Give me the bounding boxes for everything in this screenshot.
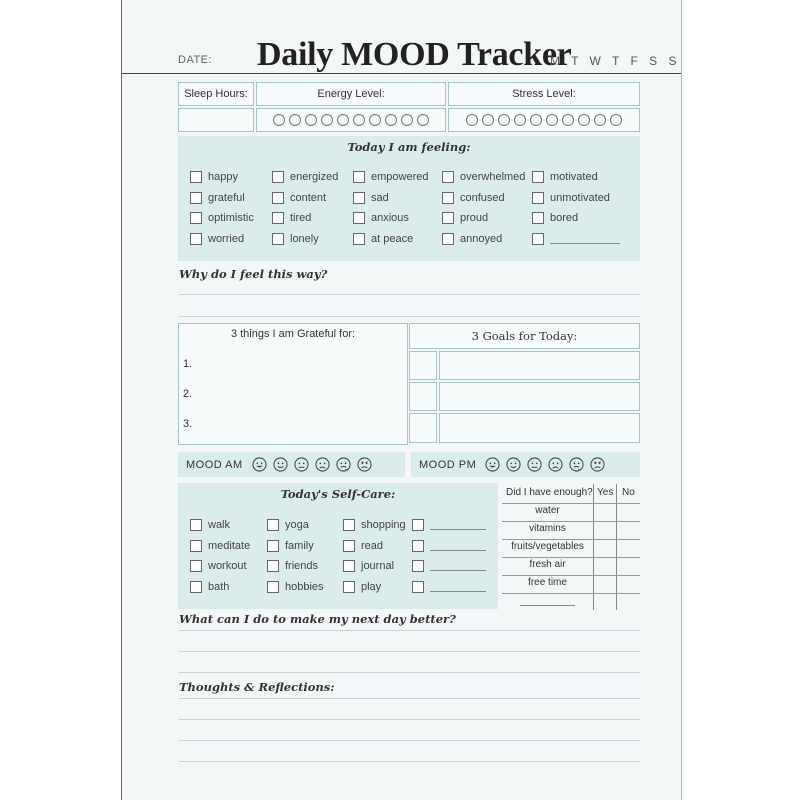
feeling-option-proud[interactable] [442, 212, 488, 224]
wink-face-icon[interactable] [336, 457, 351, 472]
checkbox-icon[interactable] [532, 233, 544, 245]
stress-level-rating[interactable] [448, 108, 640, 132]
enough-row-label: fresh air [529, 559, 566, 570]
checkbox-icon[interactable] [267, 560, 279, 572]
checkbox-icon[interactable] [353, 233, 365, 245]
checkbox-label: shopping [361, 519, 406, 531]
checkbox-icon[interactable] [412, 581, 424, 593]
checkbox-icon[interactable] [343, 540, 355, 552]
checkbox-icon[interactable] [272, 212, 284, 224]
checkbox-label: happy [208, 171, 238, 183]
enough-row-label: free time [528, 577, 567, 588]
angry-face-icon[interactable] [590, 457, 605, 472]
stress-level-label-box [448, 82, 640, 106]
checkbox-label: meditate [208, 539, 251, 552]
blank-write-in-line[interactable] [430, 561, 486, 571]
feeling-option-worried[interactable] [190, 233, 244, 245]
checkbox-label: bored [550, 212, 579, 224]
feeling-option-overwhelmed[interactable] [442, 171, 525, 183]
checkbox-label: grateful [208, 191, 245, 204]
selfcare-option-yoga[interactable] [267, 519, 309, 531]
rating-circle-4[interactable] [321, 114, 333, 126]
rating-circle-2[interactable] [289, 114, 301, 126]
energy-level-label-box [256, 82, 446, 106]
enough-yes-cell[interactable] [594, 522, 615, 539]
feeling-option-optimistic[interactable] [190, 212, 254, 224]
checkbox-icon[interactable] [190, 519, 202, 531]
selfcare-option-shopping[interactable] [343, 519, 406, 531]
sleep-hours-label-box [178, 82, 254, 106]
blank-write-in-line[interactable] [430, 541, 486, 551]
better-title: What can I do to make my next day better? [179, 612, 456, 626]
checkbox-icon[interactable] [190, 192, 202, 204]
feeling-option-confused[interactable] [442, 192, 505, 204]
happy-face-icon[interactable] [252, 457, 267, 472]
enough-yes-cell[interactable] [594, 576, 615, 593]
grateful-box [178, 323, 408, 445]
better-line-3[interactable] [179, 672, 640, 673]
checkbox-label: workout [208, 560, 247, 572]
rating-circle-9[interactable] [401, 114, 413, 126]
rating-circle-10[interactable] [610, 114, 622, 126]
goal-3-field[interactable] [439, 413, 640, 443]
selfcare-option-friends[interactable] [267, 560, 318, 572]
checkbox-label: annoyed [460, 232, 503, 245]
checkbox-label: at peace [371, 232, 414, 245]
checkbox-icon[interactable] [412, 540, 424, 552]
selfcare-option-custom[interactable] [412, 519, 486, 531]
date-label: DATE: [178, 54, 213, 66]
rating-circle-5[interactable] [337, 114, 349, 126]
checkbox-label: confused [460, 191, 505, 204]
feeling-panel [178, 136, 640, 261]
enough-yes-header: Yes [597, 487, 614, 498]
blank-write-in-line[interactable] [550, 234, 620, 244]
selfcare-option-custom[interactable] [412, 540, 486, 552]
rating-circle-7[interactable] [562, 114, 574, 126]
grateful-title: 3 things I am Grateful for: [230, 328, 356, 340]
checkbox-icon[interactable] [190, 540, 202, 552]
selfcare-option-journal[interactable] [343, 560, 394, 572]
feeling-option-sad[interactable] [353, 192, 389, 204]
checkbox-icon[interactable] [442, 171, 454, 183]
blank-write-in-line[interactable] [430, 520, 486, 530]
rating-circle-6[interactable] [546, 114, 558, 126]
selfcare-option-meditate[interactable] [190, 540, 250, 552]
energy-level-label: Energy Level: [317, 88, 385, 100]
smile-face-icon[interactable] [273, 457, 288, 472]
feeling-option-empowered[interactable] [353, 171, 428, 183]
enough-yes-cell[interactable] [594, 558, 615, 575]
rating-circle-1[interactable] [273, 114, 285, 126]
blank-write-in-line[interactable] [520, 595, 575, 606]
checkbox-icon[interactable] [343, 560, 355, 572]
sleep-hours-input[interactable] [178, 108, 254, 132]
checkbox-icon[interactable] [442, 212, 454, 224]
rating-circle-9[interactable] [594, 114, 606, 126]
feeling-option-bored[interactable] [532, 212, 578, 224]
rating-circle-3[interactable] [305, 114, 317, 126]
goals-title: 3 Goals for Today: [471, 329, 578, 343]
selfcare-option-bath[interactable] [190, 581, 229, 593]
rating-circle-6[interactable] [353, 114, 365, 126]
enough-row-label: fruits/vegetables [511, 541, 584, 552]
why-title: Why do I feel this way? [179, 267, 328, 281]
angry-face-icon[interactable] [357, 457, 372, 472]
feeling-option-grateful[interactable] [190, 192, 245, 204]
selfcare-title: Today's Self-Care: [280, 487, 396, 501]
checkbox-icon[interactable] [190, 581, 202, 593]
feeling-option-motivated[interactable] [532, 171, 598, 183]
thoughts-line-1[interactable] [179, 698, 640, 699]
feeling-option-energized[interactable] [272, 171, 338, 183]
rating-circle-7[interactable] [369, 114, 381, 126]
feeling-option-tired[interactable] [272, 212, 311, 224]
rating-circle-10[interactable] [417, 114, 429, 126]
feeling-option-unmotivated[interactable] [532, 192, 610, 204]
grateful-item-1[interactable]: 1. [183, 358, 193, 370]
checkbox-label: unmotivated [550, 191, 610, 204]
enough-no-cell[interactable] [617, 558, 639, 575]
checkbox-label: anxious [371, 212, 409, 224]
checkbox-label: tired [290, 212, 312, 224]
checkbox-label: content [290, 191, 327, 204]
enough-row-label: vitamins [529, 523, 566, 534]
stress-level-label: Stress Level: [512, 88, 576, 100]
checkbox-icon[interactable] [272, 233, 284, 245]
selfcare-option-custom[interactable] [412, 560, 486, 572]
checkbox-icon[interactable] [353, 171, 365, 183]
selfcare-option-family[interactable] [267, 540, 314, 552]
checkbox-label: yoga [285, 519, 309, 531]
enough-header: Did I have enough? [506, 487, 593, 498]
rating-circle-8[interactable] [385, 114, 397, 126]
checkbox-icon[interactable] [353, 212, 365, 224]
enough-no-cell[interactable] [617, 576, 639, 593]
goal-1-checkbox[interactable] [409, 351, 437, 380]
checkbox-icon[interactable] [272, 192, 284, 204]
enough-no-cell[interactable] [617, 540, 639, 557]
checkbox-icon[interactable] [532, 212, 544, 224]
checkbox-label: empowered [371, 171, 429, 183]
checkbox-label: motivated [550, 171, 598, 183]
checkbox-icon[interactable] [343, 519, 355, 531]
checkbox-label: optimistic [208, 212, 254, 224]
thoughts-line-3[interactable] [179, 740, 640, 741]
feeling-option-content[interactable] [272, 192, 326, 204]
blank-write-in-line[interactable] [430, 582, 486, 592]
checkbox-icon[interactable] [190, 560, 202, 572]
checkbox-label: journal [361, 560, 395, 572]
feeling-option-anxious[interactable] [353, 212, 409, 224]
checkbox-icon[interactable] [532, 192, 544, 204]
thoughts-title: Thoughts & Reflections: [179, 680, 335, 694]
rating-circle-8[interactable] [578, 114, 590, 126]
enough-no-header: No [622, 487, 635, 498]
checkbox-label: bath [208, 580, 230, 593]
enough-no-cell[interactable] [617, 522, 639, 539]
why-line-2[interactable] [179, 316, 640, 317]
checkbox-label: proud [460, 212, 489, 224]
selfcare-option-play[interactable] [343, 581, 381, 593]
feeling-option-happy[interactable] [190, 171, 238, 183]
wink-face-icon[interactable] [569, 457, 584, 472]
rating-circle-1[interactable] [466, 114, 478, 126]
checkbox-icon[interactable] [412, 560, 424, 572]
better-line-1[interactable] [179, 630, 640, 631]
checkbox-label: walk [208, 519, 231, 531]
checkbox-label: sad [371, 191, 389, 204]
checkbox-icon[interactable] [272, 171, 284, 183]
goal-1-field[interactable] [439, 351, 640, 380]
checkbox-icon[interactable] [267, 519, 279, 531]
checkbox-icon[interactable] [343, 581, 355, 593]
checkbox-label: friends [285, 560, 319, 572]
checkbox-label: lonely [290, 232, 319, 245]
checkbox-icon[interactable] [267, 540, 279, 552]
checkbox-icon[interactable] [353, 192, 365, 204]
why-line-1[interactable] [179, 294, 640, 295]
enough-yes-cell[interactable] [594, 540, 615, 557]
checkbox-label: family [285, 539, 314, 552]
checkbox-icon[interactable] [190, 212, 202, 224]
grateful-item-3[interactable]: 3. [183, 418, 193, 430]
checkbox-label: worried [208, 232, 245, 245]
checkbox-label: energized [290, 171, 339, 183]
sad-face-icon[interactable] [315, 457, 330, 472]
checkbox-icon[interactable] [267, 581, 279, 593]
thoughts-line-2[interactable] [179, 719, 640, 720]
weekday-selector[interactable]: M T W T F S S [550, 54, 681, 68]
rating-circle-2[interactable] [482, 114, 494, 126]
sad-face-icon[interactable] [548, 457, 563, 472]
page-title: Daily MOOD Tracker [257, 36, 572, 73]
enough-yes-cell[interactable] [594, 504, 615, 521]
goal-2-field[interactable] [439, 382, 640, 411]
checkbox-label: hobbies [285, 580, 324, 593]
rating-circle-5[interactable] [530, 114, 542, 126]
feeling-option-custom[interactable] [532, 233, 620, 245]
happy-face-icon[interactable] [485, 457, 500, 472]
selfcare-option-read[interactable] [343, 540, 383, 552]
checkbox-icon[interactable] [532, 171, 544, 183]
smile-face-icon[interactable] [506, 457, 521, 472]
energy-level-rating[interactable] [256, 108, 446, 132]
checkbox-label: play [361, 580, 382, 593]
enough-table [502, 484, 640, 612]
checkbox-icon[interactable] [442, 233, 454, 245]
goal-3-checkbox[interactable] [409, 413, 437, 443]
planner-page [121, 0, 682, 800]
mood-am-label: MOOD AM [186, 458, 243, 471]
header-rule [122, 73, 681, 74]
selfcare-option-walk[interactable] [190, 519, 230, 531]
enough-yes-cell[interactable] [594, 594, 615, 611]
feeling-option-lonely[interactable] [272, 233, 319, 245]
rating-circle-4[interactable] [514, 114, 526, 126]
rating-circle-3[interactable] [498, 114, 510, 126]
selfcare-option-hobbies[interactable] [267, 581, 324, 593]
neutral-face-icon[interactable] [527, 457, 542, 472]
selfcare-option-workout[interactable] [190, 560, 247, 572]
feeling-title: Today I am feeling: [347, 140, 471, 154]
feeling-option-at peace[interactable] [353, 233, 413, 245]
mood-pm-label: MOOD PM [419, 458, 477, 471]
sleep-hours-label: Sleep Hours: [184, 88, 248, 100]
goal-2-checkbox[interactable] [409, 382, 437, 411]
checkbox-icon[interactable] [190, 233, 202, 245]
checkbox-label: read [361, 539, 384, 552]
grateful-item-2[interactable]: 2. [183, 388, 193, 400]
mood-am-row [178, 452, 405, 477]
checkbox-icon[interactable] [412, 519, 424, 531]
enough-no-cell[interactable] [617, 504, 639, 521]
enough-row-label: water [535, 505, 560, 516]
checkbox-label: overwhelmed [460, 171, 526, 183]
feeling-option-annoyed[interactable] [442, 233, 502, 245]
checkbox-icon[interactable] [442, 192, 454, 204]
mood-pm-row [411, 452, 640, 477]
selfcare-option-custom[interactable] [412, 581, 486, 593]
goals-title-box [409, 323, 640, 349]
better-line-2[interactable] [179, 651, 640, 652]
enough-row-label [502, 595, 593, 609]
checkbox-icon[interactable] [190, 171, 202, 183]
neutral-face-icon[interactable] [294, 457, 309, 472]
enough-no-cell[interactable] [617, 594, 639, 611]
selfcare-panel [178, 483, 498, 609]
thoughts-line-4[interactable] [179, 761, 640, 762]
